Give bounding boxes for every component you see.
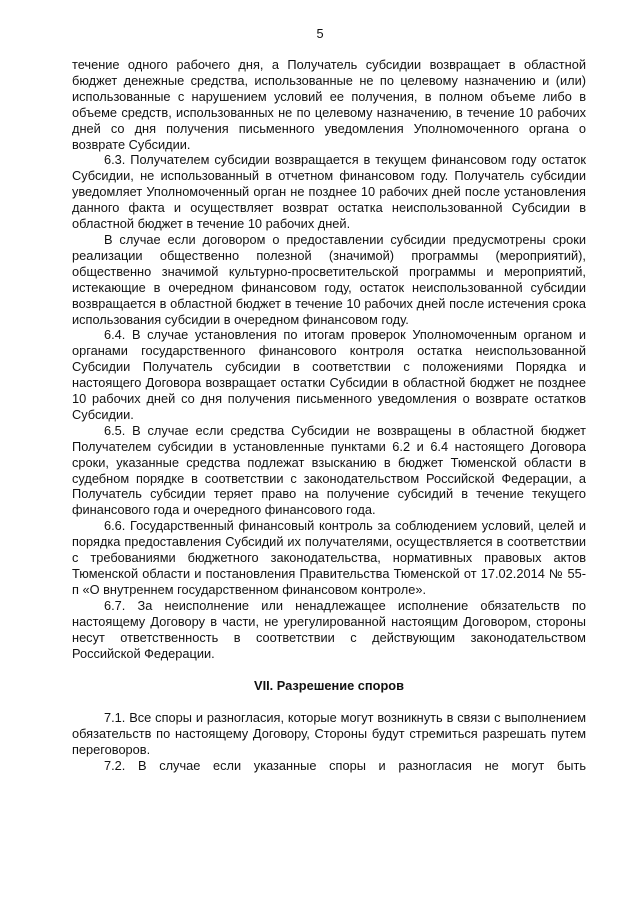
paragraph: 6.5. В случае если средства Субсидии не возвращены в областной бюджет Получателем субсидии в установленные пунктами 6.2 и 6.4 настоящего Договора сроки, указанные средства подлежат взысканию в бюджет Тюменской области в судебном порядке в соответствии с законодательством Российской Федерации, а Получатель субсидии теряет право на получение субсидий в течение текущего финансового года и очередного финансового года. [72,422,586,518]
paragraph: 7.2. В случае если указанные споры и разногласия не могут быть [104,758,586,774]
section-heading: VII. Разрешение споров [254,678,404,694]
document-body [72,57,586,774]
paragraph: В случае если договором о предоставлении субсидии предусмотрены сроки реализации общественно полезной (значимой) программы (мероприятий), общественно значимой культурно-просветительской программы и мероприятий, истекающие в очередном финансовом году, остаток неиспользованной субсидии возвращается в областной бюджет в течение 10 рабочих дней после истечения срока использования субсидии в очередном финансовом году. [72,231,586,327]
section-vii-body [72,710,586,774]
paragraph: 6.7. За неисполнение или ненадлежащее исполнение обязательств по настоящему Договору в части, не урегулированной настоящим Договором, стороны несут ответственность в соответствии с действующим законодательством Российской Федерации. [72,597,586,661]
page-number: 5 [316,26,324,41]
paragraph: 6.4. В случае установления по итогам проверок Уполномоченным органом и органами государственного финансового контроля остатка неиспользованной Субсидии Получатель субсидии в соответствии с положениями Порядка и настоящего Договора возвращает остатки Субсидии в областной бюджет не позднее 10 рабочих дней со дня получения письменного уведомления о возврате остатков Субсидии. [72,327,586,422]
paragraph: 6.3. Получателем субсидии возвращается в текущем финансовом году остаток Субсидии, не использованный в отчетном финансовом году. Получатель субсидии уведомляет Уполномоченный орган не позднее 10 рабочих дней после установления данного факта и осуществляет возврат остатка неиспользованной Субсидии в областной бюджет в течение 10 рабочих дней. [72,152,586,232]
paragraph: 6.6. Государственный финансовый контроль за соблюдением условий, целей и порядка предоставления Субсидий их получателями, осуществляется в соответствии с требованиями бюджетного законодательства, нормативных правовых актов Тюменской области и постановления Правительства Тюменской от 17.02.2014 № 55-п «О внутреннем государственном финансовом контроле». [72,518,586,597]
paragraph: течение одного рабочего дня, а Получатель субсидии возвращает в областной бюджет денежные средства, использованные не по целевому назначению и (или) использованные с нарушением условий ее получения, в полном объеме либо в объеме средств, использованных не по целевому назначению, в течение 10 рабочих дней со дня получения письменного уведомления Уполномоченного органа о возврате Субсидии. [72,57,586,152]
paragraph: 7.1. Все споры и разногласия, которые могут возникнуть в связи с выполнением обязательств по настоящему Договору, Стороны будут стремиться разрешать путем переговоров. [72,710,586,758]
section-vi-continuation [72,57,586,661]
